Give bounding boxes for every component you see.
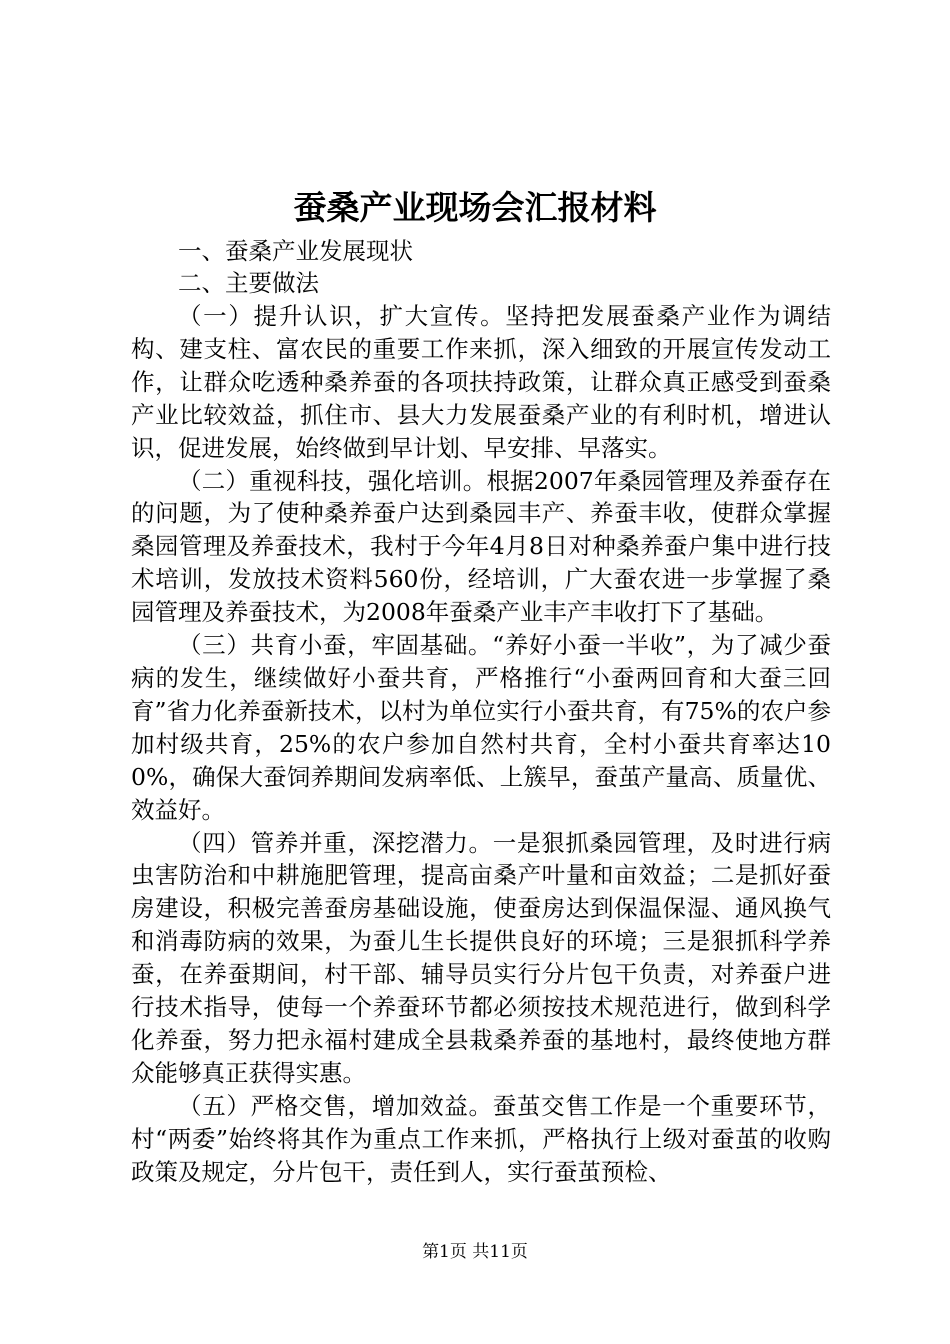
section-heading-1: 一、蚕桑产业发展现状 [178,237,413,265]
document-body [131,235,831,1188]
paragraph-2: （二）重视科技，强化培训。根据2007年桑园管理及养蚕存在的问题，为了使种桑养蚕户达到桑园丰产、养蚕丰收，使群众掌握桑园管理及养蚕技术，我村于今年4月8日对种桑养蚕户集中进行技术培训，发放技术资料560份，经培训，广大蚕农进一步掌握了桑园管理及养蚕技术，为2008年蚕桑产业丰产丰收打下了基础。 [131,466,831,627]
page-footer: 第1页 共11页 [422,1242,528,1262]
section-heading-2: 二、主要做法 [178,269,319,297]
paragraph-1: （一）提升认识，扩大宣传。坚持把发展蚕桑产业作为调结构、建支柱、富农民的重要工作来抓，深入细致的开展宣传发动工作，让群众吃透种桑养蚕的各项扶持政策，让群众真正感受到蚕桑产业比较效益，抓住市、县大力发展蚕桑产业的有利时机，增进认识，促进发展，始终做到早计划、早安排、早落实。 [131,302,831,462]
paragraph-3: （三）共育小蚕，牢固基础。“养好小蚕一半收”，为了减少蚕病的发生，继续做好小蚕共育，严格推行“小蚕两回育和大蚕三回育”省力化养蚕新技术，以村为单位实行小蚕共育，有75%的农户参加村级共育，25%的农户参加自然村共育，全村小蚕共育率达100%，确保大蚕饲养期间发病率低、上簇早，蚕茧产量高、质量优、效益好。 [131,631,831,824]
document-title: 蚕桑产业现场会汇报材料 [293,188,657,227]
paragraph-4: （四）管养并重，深挖潜力。一是狠抓桑园管理，及时进行病虫害防治和中耕施肥管理，提高亩桑产叶量和亩效益；二是抓好蚕房建设，积极完善蚕房基础设施，使蚕房达到保温保湿、通风换气和消毒防病的效果，为蚕儿生长提供良好的环境；三是狠抓科学养蚕，在养蚕期间，村干部、辅导员实行分片包干负责，对养蚕户进行技术指导，使每一个养蚕环节都必须按技术规范进行，做到科学化养蚕，努力把永福村建成全县栽桑养蚕的基地村，最终使地方群众能够真正获得实惠。 [131,828,831,1087]
paragraph-5: （五）严格交售，增加效益。蚕茧交售工作是一个重要环节，村“两委”始终将其作为重点工作来抓，严格执行上级对蚕茧的收购政策及规定，分片包干，责任到人，实行蚕茧预检、 [131,1091,831,1186]
